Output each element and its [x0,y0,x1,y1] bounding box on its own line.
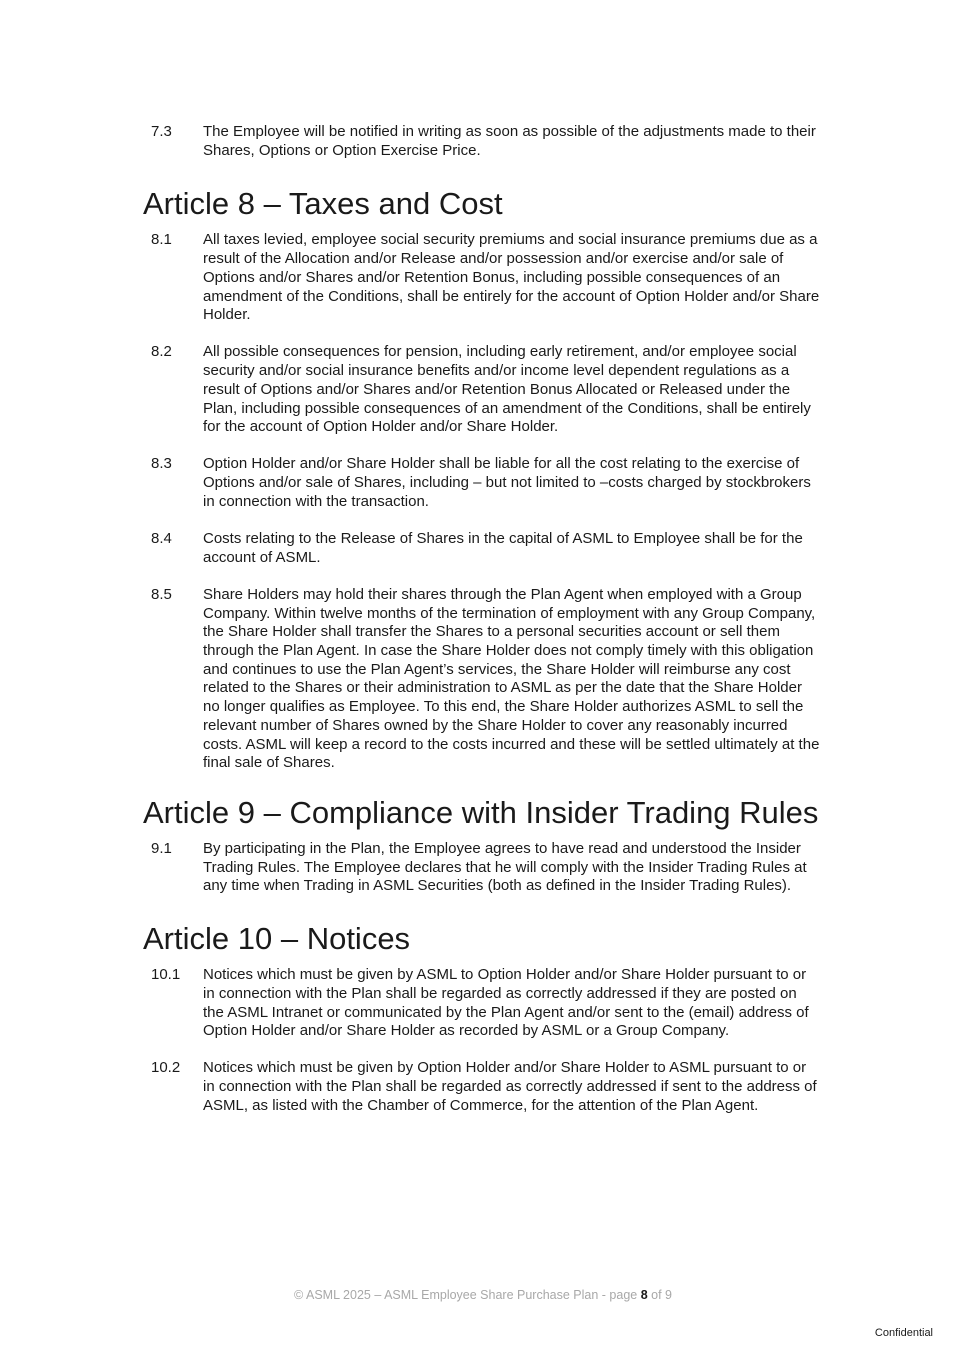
clause-8-5 [143,586,833,773]
footer-prefix: © ASML 2025 – ASML Employee Share Purchase Plan - page [294,1288,641,1302]
clause-8-3 [143,455,833,511]
footer-suffix: of 9 [647,1288,672,1302]
clause-8-4 [143,530,833,567]
clause-number: 8.3 [151,455,172,473]
clause-number: 8.5 [151,585,172,603]
clause-text: The Employee will be notified in writing as soon as possible of the adjustments made to their Shares, Options or Option Exercise Price. [203,123,816,159]
clause-9-1 [143,840,833,896]
article-9-heading: Article 9 – Compliance with Insider Trading Rules [143,794,819,830]
clause-text: Notices which must be given by Option Holder and/or Share Holder to ASML pursuant to or in connection with the Plan shall be regarded as correctly addressed if sent to the address of ASML, as listed with the Chamber of Commerce, for the attention of the Plan Agent. [203,1059,817,1114]
clause-number: 7.3 [151,123,172,140]
clause-7-3 [143,123,833,160]
article-10-heading: Article 10 – Notices [143,921,411,957]
clause-8-1 [143,231,833,325]
page-footer [0,1288,966,1302]
clause-number: 10.1 [151,966,181,984]
confidential-label: Confidential [874,1327,933,1339]
clause-10-1 [143,966,833,1041]
article-8-heading: Article 8 – Taxes and Cost [143,186,503,222]
footer-page-number: 8 [640,1288,648,1302]
clause-text: Option Holder and/or Share Holder shall be liable for all the cost relating to the exercise of Options and/or sale of Shares, including – but not limited to –costs charged by stockbrokers in connection with the transaction. [203,455,811,510]
clause-number: 8.2 [151,343,172,361]
document-body [143,123,833,1134]
clause-text: All taxes levied, employee social security premiums and social insurance premiums due as a result of the Allocation and/or Release and/or possession and/or exercise and/or sale of Options and/or Shares and/or Retention Bonus, including possible consequences of an amendment of the Conditions, shall be entirely for the account of Option Holder and/or Share Holder. [203,231,820,324]
clause-text: Costs relating to the Release of Shares in the capital of ASML to Employee shall be for the account of ASML. [203,530,803,566]
clause-number: 8.1 [151,231,172,249]
clause-8-2 [143,343,833,437]
clause-text: All possible consequences for pension, including early retirement, and/or employee social security and/or social insurance benefits and/or income level dependent regulations as a result of Options and/or Shares and/or Retention Bonus Allocated or Released under the Plan, including possible consequences of an amendment of the Conditions, shall be entirely for the account of Option Holder and/or Share Holder. [203,343,811,436]
clause-10-2 [143,1059,833,1115]
clause-text: Share Holders may hold their shares through the Plan Agent when employed with a Group Company. Within twelve months of the termination of employment with any Group Company, the Share Holder shall transfer the Shares to a personal securities account or sell them through the Plan Agent. In case the Share Holder does not comply timely with this obligation and continues to use the Plan Agent’s services, the Share Holder will reimburse any cost related to the Shares or their administration to ASML as per the date that the Share Holder no longer qualifies as Employee. To this end, the Share Holder authorizes ASML to sell the relevant number of Shares owned by the Share Holder to cover any reasonably incurred costs. ASML will keep a record to the costs incurred and these will be settled ultimately at the final sale of Shares. [203,585,820,772]
clause-number: 9.1 [151,839,172,857]
clause-number: 8.4 [151,530,172,548]
clause-text: Notices which must be given by ASML to Option Holder and/or Share Holder pursuant to or in connection with the Plan shall be regarded as correctly addressed if they are posted on the ASML Intranet or communicated by the Plan Agent and/or sent to the (email) address of Option Holder and/or Share Holder as recorded by ASML or a Group Company. [203,966,809,1040]
clause-number: 10.2 [151,1059,181,1077]
clause-text: By participating in the Plan, the Employee agrees to have read and understood the Insider Trading Rules. The Employee declares that he will comply with the Insider Trading Rules at any time when Trading in ASML Securities (both as defined in the Insider Trading Rules). [203,839,807,895]
